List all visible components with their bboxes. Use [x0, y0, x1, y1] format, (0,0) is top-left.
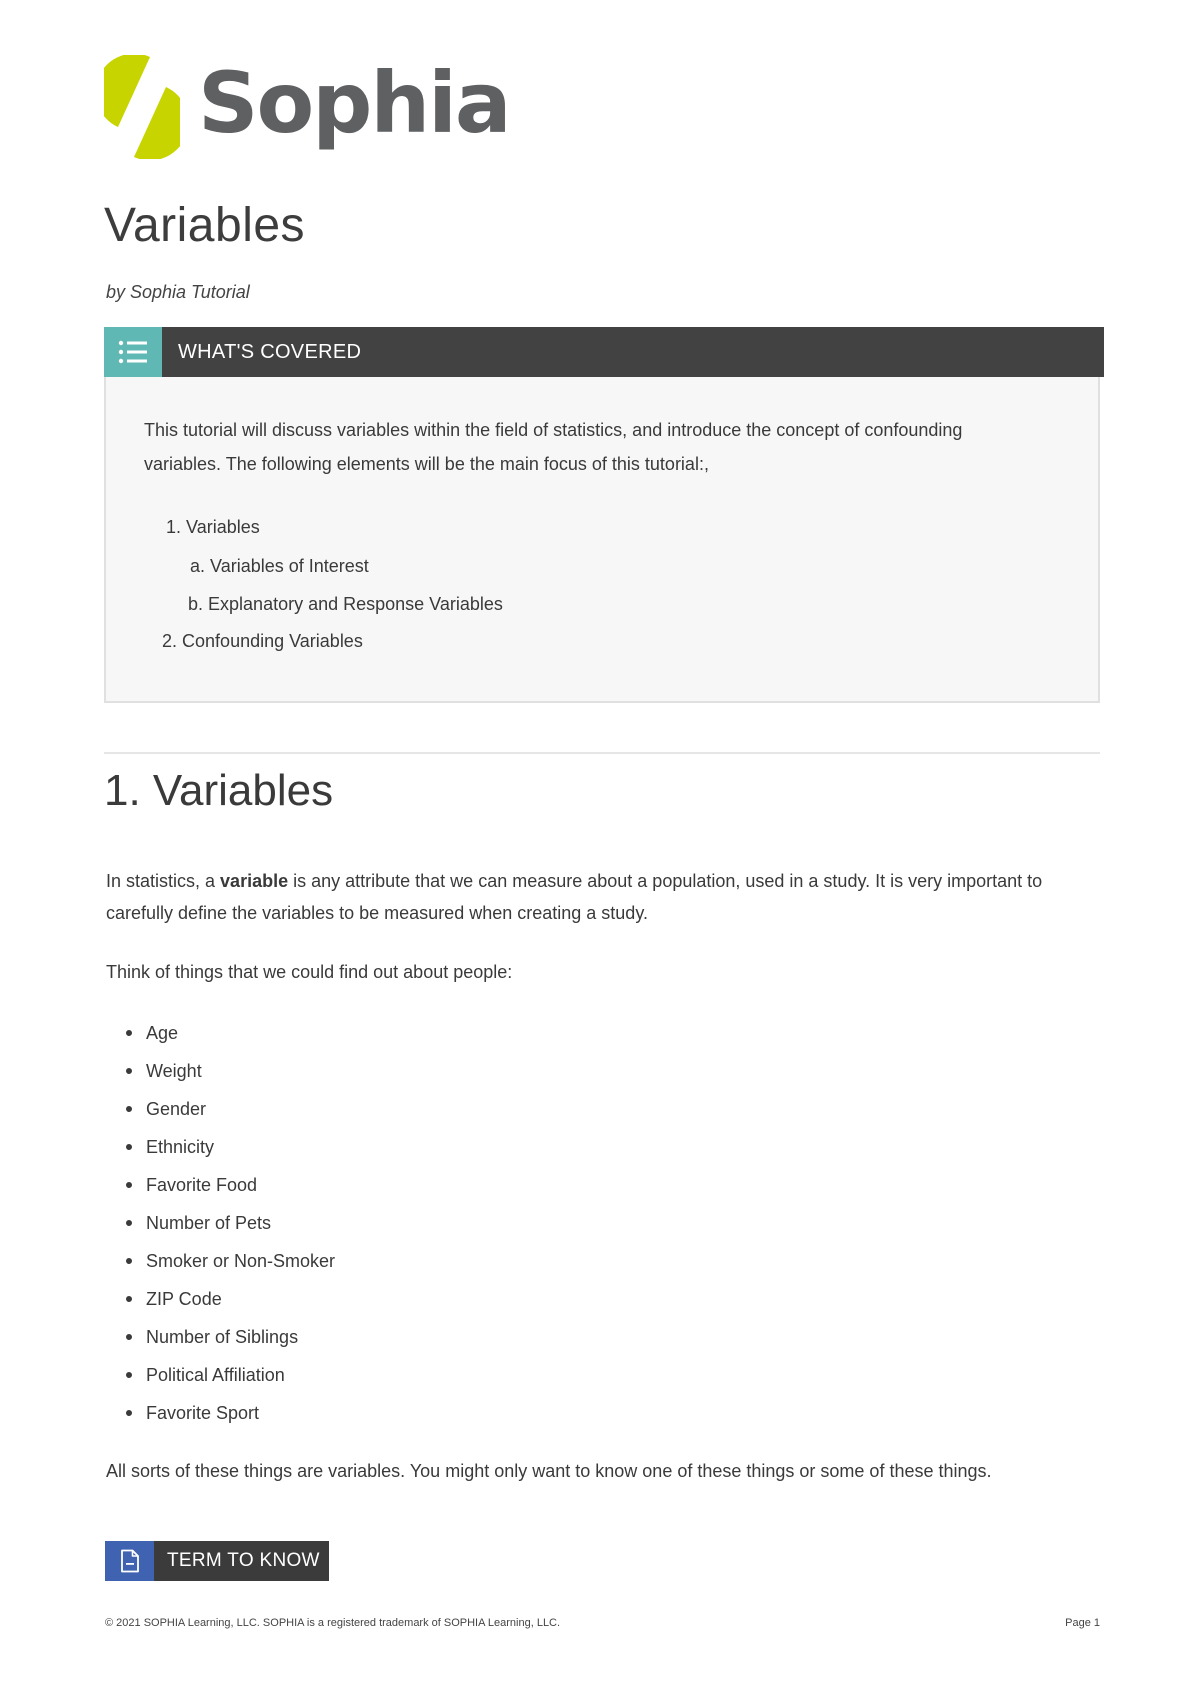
variables-list: [106, 1014, 335, 1432]
section-title: 1. Variables: [104, 766, 334, 815]
outline-marker: b.: [188, 594, 204, 614]
page-title: Variables: [104, 199, 306, 252]
whats-covered-box: [104, 327, 1100, 703]
term-to-know-icon-box: [105, 1541, 154, 1581]
list-item: Smoker or Non-Smoker: [106, 1242, 335, 1280]
term-to-know-banner: [105, 1541, 329, 1581]
paragraph-summary: All sorts of these things are variables. You might only want to know one of these things or some of these things.: [106, 1461, 992, 1481]
paragraph-text: In statistics, a: [106, 871, 221, 891]
list-item: Favorite Sport: [106, 1394, 335, 1432]
footer-copyright: © 2021 SOPHIA Learning, LLC. SOPHIA is a registered trademark of SOPHIA Learning, LLC.: [105, 1617, 561, 1629]
outline-item: [162, 631, 363, 652]
document-icon: [120, 1549, 140, 1573]
outline-text: Explanatory and Response Variables: [208, 594, 503, 614]
whats-covered-icon-box: [104, 327, 162, 377]
paragraph-variable-definition: [106, 865, 1066, 929]
outline-item: [166, 517, 260, 538]
list-item: Weight: [106, 1052, 335, 1090]
list-item: Number of Siblings: [106, 1318, 335, 1356]
outline-marker: 2.: [162, 631, 178, 651]
whats-covered-intro: This tutorial will discuss variables within the field of statistics, and introduce the concept of confounding variables. The following elements will be the main focus of this tutorial:,: [144, 420, 963, 474]
list-item: Gender: [106, 1090, 335, 1128]
list-icon: [118, 339, 148, 365]
list-item: Political Affiliation: [106, 1356, 335, 1394]
outline-item: [188, 594, 503, 615]
list-item: Number of Pets: [106, 1204, 335, 1242]
outline-text: Confounding Variables: [182, 631, 363, 651]
sophia-wordmark: Sophia: [198, 54, 510, 152]
list-item: Age: [106, 1014, 335, 1052]
outline-marker: 1.: [166, 517, 182, 537]
term-to-know-label: TERM TO KNOW: [167, 1550, 320, 1571]
list-item: ZIP Code: [106, 1280, 335, 1318]
sophia-logo-mark-icon: [104, 55, 180, 159]
term-variable: variable: [220, 871, 289, 891]
whats-covered-label: WHAT'S COVERED: [178, 340, 362, 363]
outline-text: Variables of Interest: [210, 556, 369, 576]
paragraph-text: is any attribute that we can measure about a population, used in a study. It is very important to carefully define the variables to be measured when creating a study.: [106, 871, 1043, 923]
list-item: Ethnicity: [106, 1128, 335, 1166]
paragraph-think: Think of things that we could find out about people:: [106, 962, 513, 982]
list-item: Favorite Food: [106, 1166, 335, 1204]
page-number: Page 1: [1065, 1617, 1100, 1629]
whats-covered-header: [104, 327, 1104, 377]
section-divider: [104, 752, 1100, 754]
byline: by Sophia Tutorial: [106, 282, 250, 302]
outline-marker: a.: [190, 556, 206, 576]
outline-text: Variables: [186, 517, 260, 537]
outline-item: [190, 556, 369, 577]
sophia-logo: [104, 55, 510, 159]
